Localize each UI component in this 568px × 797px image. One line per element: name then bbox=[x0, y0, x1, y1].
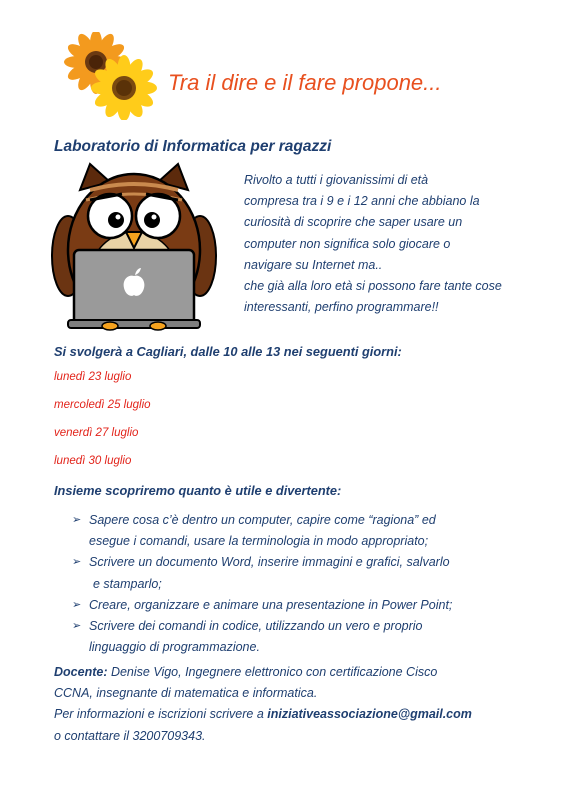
contact-line: o contattare il 3200709343. bbox=[54, 728, 206, 743]
list-item bbox=[72, 552, 542, 594]
arrow-bullet-icon: ➢ bbox=[72, 598, 82, 611]
email-link[interactable]: iniziativeassociazione@gmail.com bbox=[267, 707, 472, 722]
intro-line: navigare su Internet ma.. bbox=[244, 257, 383, 272]
topics-list bbox=[72, 510, 542, 658]
intro-line: computer non significa solo giocare o bbox=[244, 236, 451, 251]
headline: Tra il dire e il fare propone... bbox=[168, 70, 442, 95]
intro-line: compresa tra i 9 e i 12 anni che abbiano la bbox=[244, 194, 480, 209]
intro-line: che già alla loro età si possono fare tante cose bbox=[244, 279, 502, 294]
list-item bbox=[72, 510, 542, 552]
topics-heading: Insieme scopriremo quanto è utile e divertente: bbox=[54, 483, 342, 498]
date-item: lunedì 23 luglio bbox=[54, 371, 132, 383]
info-line bbox=[54, 704, 544, 725]
list-item bbox=[72, 616, 542, 658]
teacher-line-2: CCNA, insegnante di matematica e informatica. bbox=[54, 686, 318, 701]
page-title: Laboratorio di Informatica per ragazzi bbox=[54, 138, 332, 155]
date-item: lunedì 30 luglio bbox=[54, 455, 132, 467]
list-item-line: Sapere cosa c’è dentro un computer, capire come “ragiona” ed bbox=[89, 513, 436, 527]
intro-text bbox=[244, 170, 544, 318]
arrow-bullet-icon: ➢ bbox=[72, 514, 82, 526]
list-item-line: linguaggio di programmazione. bbox=[89, 640, 260, 655]
teacher-line bbox=[54, 662, 544, 683]
list-item-line: Scrivere dei comandi in codice, utilizzando un vero e proprio bbox=[89, 619, 423, 634]
arrow-bullet-icon: ➢ bbox=[72, 556, 82, 569]
date-item: venerdì 27 luglio bbox=[54, 427, 139, 439]
date-item: mercoledì 25 luglio bbox=[54, 399, 151, 411]
intro-line: Rivolto a tutti i giovanissimi di età bbox=[244, 173, 429, 187]
list-item-line: e stamparlo; bbox=[93, 576, 162, 591]
intro-line: curiosità di scoprire che saper usare un bbox=[244, 215, 463, 230]
owl-laptop-illustration bbox=[50, 160, 218, 332]
list-item-line: Scrivere un documento Word, inserire immagini e grafici, salvarlo bbox=[89, 555, 450, 570]
info-text: Per informazioni e iscrizioni scrivere a bbox=[54, 707, 268, 722]
list-item-line: Creare, organizzare e animare una presentazione in Power Point; bbox=[89, 597, 453, 612]
list-item-line: esegue i comandi, usare la terminologia in modo appropriato; bbox=[89, 534, 429, 549]
list-item bbox=[72, 595, 542, 616]
intro-line: interessanti, perfino programmare!! bbox=[244, 300, 439, 315]
header bbox=[62, 32, 542, 122]
teacher-text: Denise Vigo, Ingegnere elettronico con certificazione Cisco bbox=[107, 665, 438, 679]
sunflowers-icon bbox=[62, 32, 162, 120]
location-heading: Si svolgerà a Cagliari, dalle 10 alle 13 nei seguenti giorni: bbox=[54, 344, 402, 359]
arrow-bullet-icon: ➢ bbox=[72, 620, 82, 633]
teacher-label: Docente: bbox=[54, 665, 108, 679]
footer-info bbox=[54, 662, 544, 747]
